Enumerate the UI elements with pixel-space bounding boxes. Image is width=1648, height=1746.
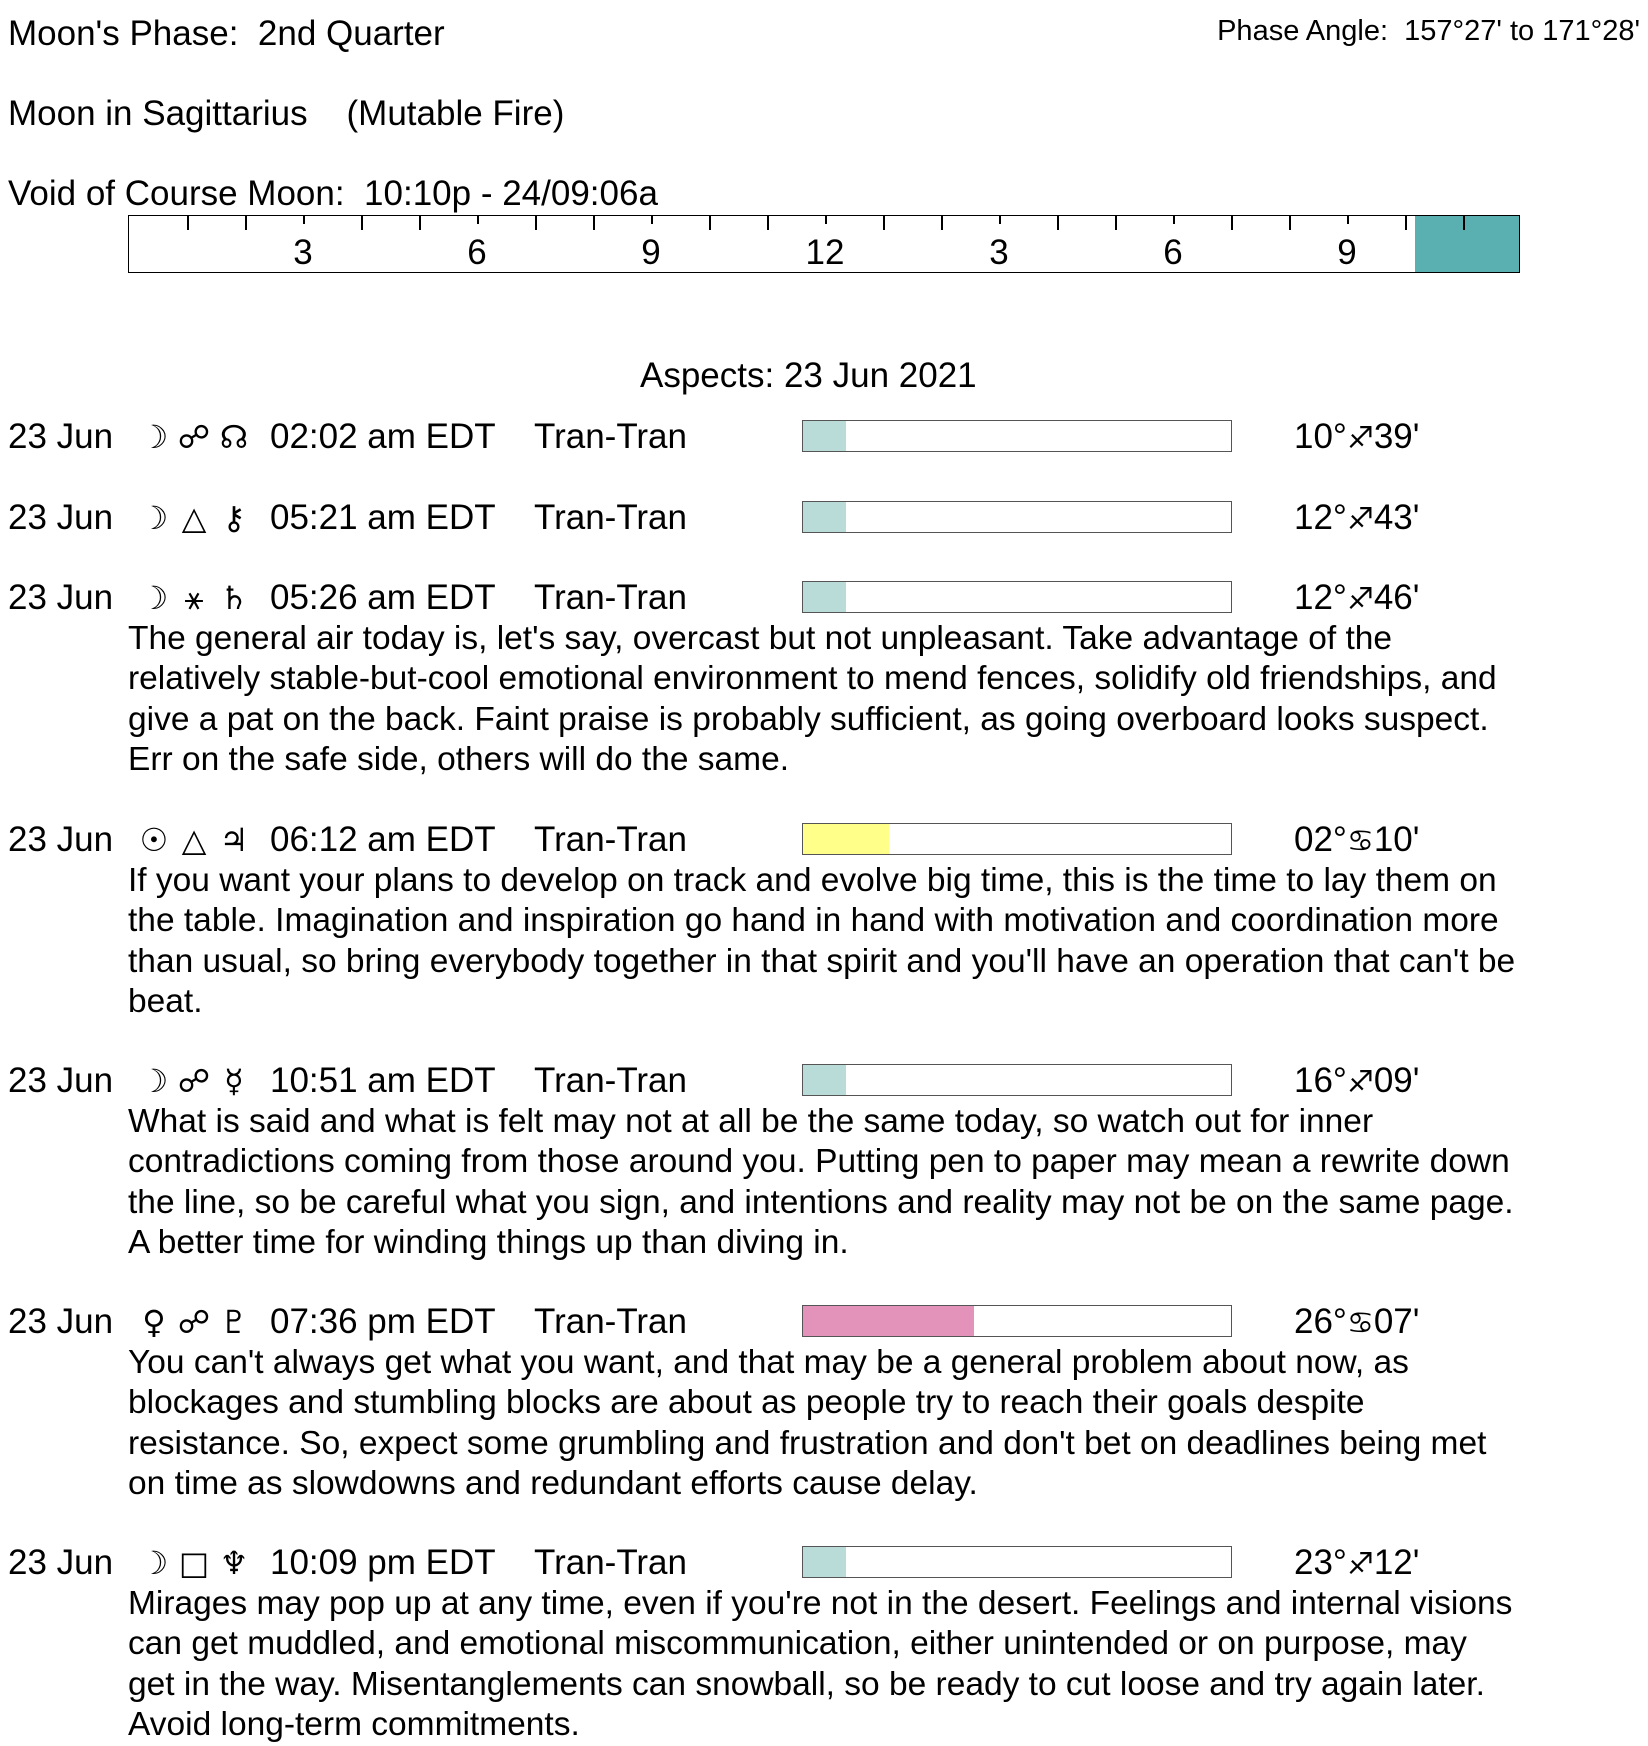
timeline-tick (593, 216, 595, 230)
position-minutes: 43' (1373, 498, 1420, 537)
timeline-tick-label: 6 (467, 233, 487, 272)
moon-phase-value: 2nd Quarter (257, 14, 445, 53)
timeline-tick (361, 216, 363, 230)
timeline-tick (419, 216, 421, 230)
aspect-row (0, 417, 1648, 457)
aspect-position (1294, 1302, 1419, 1344)
timeline-tick (999, 216, 1001, 224)
cancer-icon: ♋ (1346, 1306, 1374, 1341)
aspect-type: Tran-Tran (534, 1061, 687, 1100)
position-minutes: 39' (1373, 417, 1420, 456)
voc-timeline (128, 215, 1520, 273)
aspect-type: Tran-Tran (534, 1543, 687, 1582)
aspect-description: If you want your plans to develop on track and evolve big time, this is the time to lay them on the table. Imagination and inspiration go hand in hand with motivation and coordination more than usual, so bring everybody together in that spirit and you'll have an operation that can't be beat. (128, 862, 1516, 1020)
sagittarius-icon: ♐ (1346, 1547, 1374, 1582)
aspect-row (0, 1302, 1648, 1342)
position-minutes: 07' (1373, 1302, 1420, 1341)
neptune-icon: ♆ (219, 1544, 249, 1582)
jupiter-icon: ♃ (219, 821, 249, 859)
aspect-row (0, 1543, 1648, 1583)
aspect-position (1294, 1543, 1419, 1585)
timeline-tick-label: 9 (1337, 233, 1357, 272)
aspect-time: 05:21 am EDT (270, 498, 496, 537)
mercury-icon: ☿ (224, 1062, 244, 1100)
aspect-description: What is said and what is felt may not at all be the same today, so watch out for inner contradictions coming from those around you. Putting pen to paper may mean a rewrite down the line, so be careful what you sign, and intentions and reality may not be on the same page. A better time for winding things up than diving in. (128, 1103, 1514, 1261)
moon-phase (8, 14, 445, 54)
moon-icon: ☽ (139, 418, 169, 456)
aspect-strength-fill (803, 421, 846, 451)
timeline-tick (825, 216, 827, 224)
timeline-tick (1115, 216, 1117, 230)
position-minutes: 46' (1373, 578, 1420, 617)
voc-label: Void of Course Moon: (8, 174, 345, 213)
aspect-date: 23 Jun (8, 578, 114, 617)
aspect-strength-fill (803, 582, 846, 612)
aspect-description: Mirages may pop up at any time, even if you're not in the desert. Feelings and internal visions can get muddled, and emotional miscommunication, either unintended or on purpose, may get in the way. Misentanglements can snowball, so be ready to cut loose and try again later. Avoid long-term commitments. (128, 1585, 1513, 1743)
timeline-tick (883, 216, 885, 230)
pluto-icon: ♇ (219, 1303, 249, 1341)
position-minutes: 12' (1373, 1543, 1420, 1582)
aspect-time: 10:51 am EDT (270, 1061, 496, 1100)
moon-icon: ☽ (139, 1062, 169, 1100)
phase-angle (1217, 14, 1640, 48)
position-degree: 10° (1294, 417, 1347, 456)
sagittarius-icon: ♐ (1346, 1065, 1374, 1100)
timeline-tick (1173, 216, 1175, 224)
aspect-date: 23 Jun (8, 417, 114, 456)
timeline-tick-label: 9 (641, 233, 661, 272)
aspect-row (0, 820, 1648, 860)
voc-value: 10:10p - 24/09:06a (364, 174, 658, 213)
moon-icon: ☽ (139, 499, 169, 537)
position-minutes: 09' (1373, 1061, 1420, 1100)
aspect-strength-bar (802, 1305, 1232, 1337)
opposition-icon: ☍ (177, 1303, 211, 1341)
aspect-time: 06:12 am EDT (270, 820, 496, 859)
timeline-tick (1231, 216, 1233, 230)
position-degree: 12° (1294, 498, 1347, 537)
timeline-tick (303, 216, 305, 224)
aspect-time: 02:02 am EDT (270, 417, 496, 456)
aspect-type: Tran-Tran (534, 820, 687, 859)
timeline-tick (709, 216, 711, 230)
aspect-row (0, 498, 1648, 538)
timeline-tick (535, 216, 537, 230)
timeline-tick (1057, 216, 1059, 230)
timeline-tick (187, 216, 189, 230)
aspect-row (0, 1061, 1648, 1101)
aspect-date: 23 Jun (8, 1302, 114, 1341)
chiron-icon: ⚷ (222, 499, 246, 537)
sextile-icon: ⚹ (184, 579, 204, 617)
phase-angle-value: 157°27' to 171°28' (1404, 15, 1640, 47)
aspect-position (1294, 578, 1419, 620)
timeline-tick (941, 216, 943, 230)
position-minutes: 10' (1373, 820, 1420, 859)
position-degree: 23° (1294, 1543, 1347, 1582)
sagittarius-icon: ♐ (1346, 582, 1374, 617)
phase-angle-label: Phase Angle: (1217, 15, 1389, 47)
aspect-time: 07:36 pm EDT (270, 1302, 496, 1341)
timeline-tick-label: 6 (1163, 233, 1183, 272)
trine-icon: △ (181, 499, 207, 537)
aspect-strength-bar (802, 581, 1232, 613)
aspect-strength-bar (802, 1064, 1232, 1096)
position-degree: 02° (1294, 820, 1347, 859)
aspect-description: You can't always get what you want, and that may be a general problem about now, as blockages and stumbling blocks are about as people try to reach their goals despite resistance. So, expect some grumbling and frustration and don't bet on deadlines being met on time as slowdowns and redundant efforts cause delay. (128, 1344, 1487, 1502)
timeline-tick (245, 216, 247, 230)
aspect-strength-fill (803, 824, 889, 854)
timeline-tick (1463, 216, 1465, 230)
timeline-tick-label: 3 (293, 233, 313, 272)
opposition-icon: ☍ (177, 1062, 211, 1100)
position-degree: 26° (1294, 1302, 1347, 1341)
void-of-course (8, 174, 658, 214)
north-node-icon: ☊ (219, 418, 249, 456)
aspect-strength-fill (803, 1065, 846, 1095)
aspect-type: Tran-Tran (534, 417, 687, 456)
aspect-position (1294, 1061, 1419, 1103)
sagittarius-icon: ♐ (1346, 421, 1374, 456)
voc-timeline-fill (1415, 216, 1520, 272)
saturn-icon: ♄ (219, 579, 249, 617)
sun-icon: ☉ (139, 821, 169, 859)
sagittarius-icon: ♐ (1346, 502, 1374, 537)
aspect-strength-fill (803, 1547, 846, 1577)
aspect-strength-bar (802, 501, 1232, 533)
moon-icon: ☽ (139, 1544, 169, 1582)
timeline-tick (1405, 216, 1407, 230)
aspect-type: Tran-Tran (534, 498, 687, 537)
trine-icon: △ (181, 821, 207, 859)
opposition-icon: ☍ (177, 418, 211, 456)
timeline-tick (767, 216, 769, 230)
moon-sign (8, 94, 564, 134)
aspect-time: 05:26 am EDT (270, 578, 496, 617)
aspect-description: The general air today is, let's say, overcast but not unpleasant. Take advantage of the relatively stable-but-cool emotional environment to mend fences, solidify old friendships, and give a pat on the back. Faint praise is probably sufficient, as going overboard looks suspect. Err on the safe side, others will do the same. (128, 620, 1497, 778)
aspect-date: 23 Jun (8, 1543, 114, 1582)
aspect-time: 10:09 pm EDT (270, 1543, 496, 1582)
timeline-tick (1289, 216, 1291, 230)
aspect-position (1294, 417, 1419, 459)
timeline-tick-label: 3 (989, 233, 1009, 272)
moon-icon: ☽ (139, 579, 169, 617)
position-degree: 16° (1294, 1061, 1347, 1100)
moon-sign-quality: (Mutable Fire) (346, 94, 565, 133)
aspect-strength-fill (803, 1306, 974, 1336)
aspect-date: 23 Jun (8, 820, 114, 859)
aspect-type: Tran-Tran (534, 1302, 687, 1341)
position-degree: 12° (1294, 578, 1347, 617)
aspect-type: Tran-Tran (534, 578, 687, 617)
aspects-title: Aspects: 23 Jun 2021 (640, 356, 977, 395)
aspect-strength-bar (802, 823, 1232, 855)
timeline-tick (651, 216, 653, 224)
moon-sign-label: Moon in Sagittarius (8, 94, 308, 133)
aspect-strength-fill (803, 502, 846, 532)
aspect-date: 23 Jun (8, 498, 114, 537)
aspect-row (0, 578, 1648, 618)
aspect-position (1294, 498, 1419, 540)
cancer-icon: ♋ (1346, 824, 1374, 859)
aspect-date: 23 Jun (8, 1061, 114, 1100)
aspect-position (1294, 820, 1419, 862)
venus-icon: ♀ (142, 1303, 166, 1341)
timeline-tick (1347, 216, 1349, 224)
moon-phase-label: Moon's Phase: (8, 14, 239, 53)
timeline-tick-label: 12 (805, 233, 845, 272)
aspect-strength-bar (802, 1546, 1232, 1578)
aspect-strength-bar (802, 420, 1232, 452)
square-icon: □ (178, 1544, 210, 1582)
timeline-tick (477, 216, 479, 224)
